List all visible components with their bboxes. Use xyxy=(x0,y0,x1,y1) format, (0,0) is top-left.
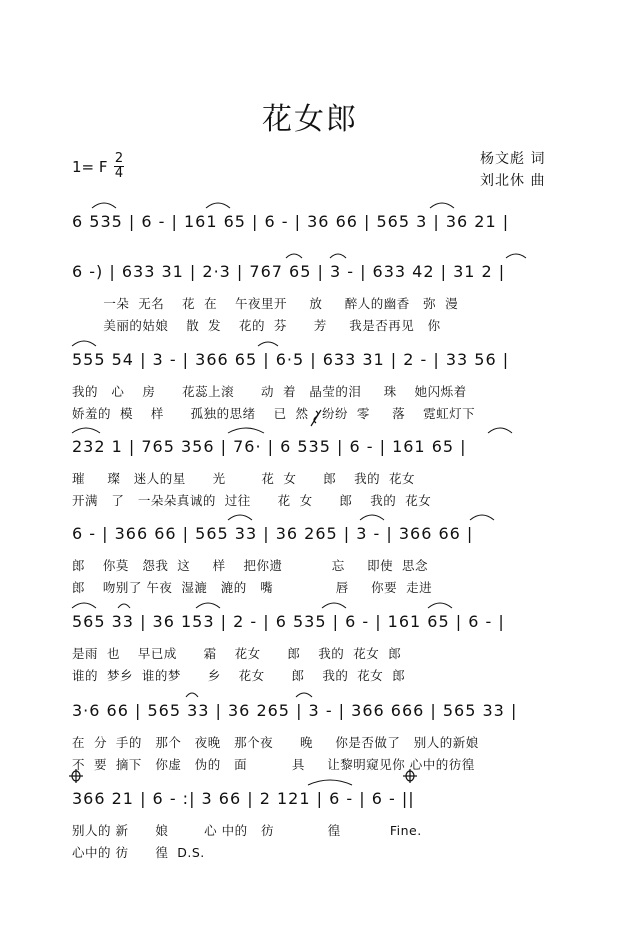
slur-mark xyxy=(72,603,96,608)
melody-line: 232 1 | 765 356 | 76· | 6 535 | 6 - | 161 65 | xyxy=(72,437,467,456)
melody-line: 555 54 | 3 - | 366 65 | 6·5 | 633 31 | 2 - | 33 56 | xyxy=(72,350,510,369)
slur-mark xyxy=(206,203,230,208)
lyric-verse-2: 开满 了 一朵朵真诚的 过往 花 女 郎 我的 花女 xyxy=(72,493,432,508)
lyric-verse-1: 别人的 新 娘 心 中的 彷 徨 Fine. xyxy=(72,823,422,838)
slur-marks xyxy=(72,203,526,785)
slur-mark xyxy=(92,203,116,208)
lyric-verse-2: 谁的 梦乡 谁的梦 乡 花女 郎 我的 花女 郎 xyxy=(72,668,406,683)
lyric-verse-2: 郎 吻别了 午夜 湿漉 漉的 嘴 唇 你要 走进 xyxy=(72,580,433,595)
slur-mark xyxy=(118,604,130,608)
key-signature: 1= F xyxy=(72,158,108,176)
lyric-verse-1: 一朵 无名 花 在 午夜里开 放 醉人的幽香 弥 漫 xyxy=(72,296,459,311)
lyric-verse-1: 在 分 手的 那个 夜晚 那个夜 晚 你是否做了 别人的新娘 xyxy=(72,735,479,750)
slur-mark xyxy=(228,428,264,433)
slur-mark xyxy=(228,515,252,520)
lyric-verse-1: 郎 你莫 怨我 这 样 把你遗 忘 即使 思念 xyxy=(72,558,429,573)
slur-mark xyxy=(506,254,526,258)
slur-mark xyxy=(428,603,452,608)
time-signature-top: 2 xyxy=(114,151,124,166)
lyric-verse-2: 娇羞的 模 样 孤独的思绪 已 然 纷纷 零 落 霓虹灯下 xyxy=(72,406,476,421)
lyric-verse-1: 是雨 也 早已成 霜 花女 郎 我的 花女 郎 xyxy=(72,646,402,661)
lyric-verse-1: 璀 璨 迷人的星 光 花 女 郎 我的 花女 xyxy=(72,471,416,486)
slur-mark xyxy=(488,428,512,433)
melody-line: 6 -) | 633 31 | 2·3 | 767 65 | 3 - | 633 42 | 31 2 | xyxy=(72,262,506,281)
lyric-verse-1: 我的 心 房 花蕊上滚 动 着 晶莹的泪 珠 她闪烁着 xyxy=(72,384,467,399)
slur-mark xyxy=(286,254,302,258)
slur-mark xyxy=(322,603,346,608)
time-signature-bottom: 4 xyxy=(114,166,124,181)
composer-credit: 刘北休 曲 xyxy=(480,173,546,189)
slur-mark xyxy=(360,515,384,520)
slur-mark xyxy=(72,428,100,433)
melody-line: 565 33 | 36 153 | 2 - | 6 535 | 6 - | 161 65 | 6 - | xyxy=(72,612,505,631)
melody-line: 366 21 | 6 - :| 3 66 | 2 121 | 6 - | 6 - || xyxy=(72,789,415,808)
lyric-verse-2: 心中的 彷 徨 D.S. xyxy=(72,845,205,860)
coda-sign xyxy=(69,769,417,783)
slur-mark xyxy=(296,693,312,697)
lyric-verse-2: 美丽的姑娘 散 发 花的 芬 芳 我是否再见 你 xyxy=(72,318,441,333)
melody-line: 6 535 | 6 - | 161 65 | 6 - | 36 66 | 565 3 | 36 21 | xyxy=(72,212,510,231)
song-title: 花女郎 xyxy=(262,102,358,137)
segno-sign xyxy=(311,410,321,426)
lyricist-credit: 杨文彪 词 xyxy=(480,151,546,167)
slur-mark xyxy=(258,342,278,346)
lyric-verse-2: 不 要 摘下 你虚 伪的 面 具 让黎明窥见你 心中的彷徨 xyxy=(72,757,475,772)
slur-mark xyxy=(196,603,220,608)
melody-line: 3·6 66 | 565 33 | 36 265 | 3 - | 366 666 | 565 33 | xyxy=(72,701,518,720)
slur-mark xyxy=(186,693,198,697)
slur-mark xyxy=(330,254,346,258)
slur-mark xyxy=(308,780,352,785)
slur-mark xyxy=(470,515,494,520)
slur-mark xyxy=(72,341,96,346)
slur-mark xyxy=(430,203,454,208)
melody-line: 6 - | 366 66 | 565 33 | 36 265 | 3 - | 366 66 | xyxy=(72,524,474,543)
